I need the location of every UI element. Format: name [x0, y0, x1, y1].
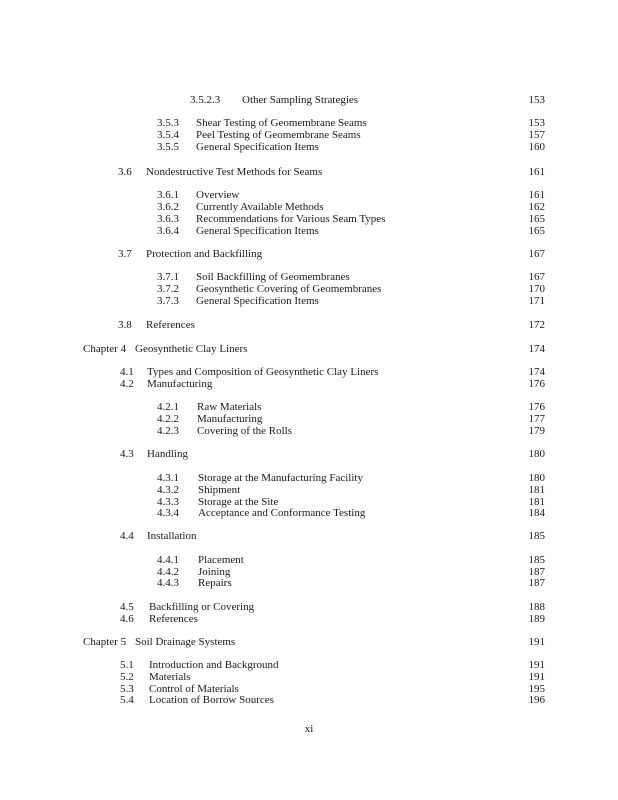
- toc-entry-title: Currently Available Methods: [196, 201, 324, 213]
- toc-entry-page: 161: [528, 189, 545, 201]
- toc-entry-title: Covering of the Rolls: [197, 425, 293, 437]
- toc-entry-number: 3.8: [118, 319, 132, 331]
- toc-entry-number: 3.5.3: [157, 117, 179, 129]
- toc-entry-number: 4.2.1: [157, 401, 179, 413]
- toc-entry-title: Soil Backfilling of Geomembranes: [196, 271, 350, 283]
- toc-entry-number: 5.1: [120, 659, 134, 671]
- toc-entry-page: 167: [528, 271, 545, 283]
- toc-entry: [190, 94, 545, 107]
- toc-entry-page: 180: [528, 448, 545, 460]
- toc-entry: [157, 577, 545, 590]
- toc-entry-title: Backfilling or Covering: [149, 601, 255, 613]
- toc-entry-title: Protection and Backfilling: [146, 248, 263, 260]
- toc-entry-page: 180: [528, 472, 545, 484]
- toc-entry-number: 4.4: [120, 530, 134, 542]
- toc-entry: [120, 694, 545, 707]
- toc-entry-number: 3.5.4: [157, 129, 179, 141]
- toc-entry-number: 4.1: [120, 366, 134, 378]
- toc-chapter-entry: [83, 636, 545, 649]
- toc-entry-page: 191: [528, 671, 545, 683]
- toc-entry-number: 3.6.2: [157, 201, 179, 213]
- toc-entry: [157, 225, 545, 238]
- toc-entry-page: 176: [528, 401, 545, 413]
- toc-entry-page: 195: [528, 683, 545, 695]
- toc-entry-title: Peel Testing of Geomembrane Seams: [196, 129, 361, 141]
- toc-entry-title: Nondestructive Test Methods for Seams: [146, 166, 323, 178]
- toc-entry: [120, 530, 545, 543]
- toc-entry: [157, 425, 545, 438]
- toc-entry-title: Handling: [147, 448, 188, 460]
- toc-entry-number: 3.7.2: [157, 283, 179, 295]
- toc-entry-title: Geosynthetic Covering of Geomembranes: [196, 283, 382, 295]
- toc-entry-page: 165: [528, 225, 545, 237]
- toc-entry-title: Joining: [198, 566, 231, 578]
- toc-entry-page: 165: [528, 213, 545, 225]
- toc-entry-page: 185: [528, 554, 545, 566]
- toc-entry: [157, 507, 545, 520]
- toc-entry-title: Location of Borrow Sources: [149, 694, 274, 706]
- toc-entry: [118, 248, 545, 261]
- toc-entry-title: General Specification Items: [196, 225, 319, 237]
- toc-entry-number: 5.2: [120, 671, 134, 683]
- toc-entry-page: 177: [528, 413, 545, 425]
- toc-entry-title: Introduction and Background: [149, 659, 279, 671]
- toc-entry-number: Chapter 4: [83, 343, 127, 355]
- toc-entry-number: 4.3.1: [157, 472, 179, 484]
- toc-entry-page: 174: [528, 366, 545, 378]
- toc-entry-title: Placement: [198, 554, 244, 566]
- toc-entry-page: 191: [528, 659, 545, 671]
- toc-entry-title: Overview: [196, 189, 240, 201]
- toc-entry: [118, 319, 545, 332]
- toc-entry-page: 184: [528, 507, 545, 519]
- toc-entry-number: 3.5.5: [157, 141, 179, 153]
- toc-entry-title: Raw Materials: [197, 401, 262, 413]
- toc-entry-page: 172: [528, 319, 545, 331]
- toc-entry-page: 189: [528, 613, 545, 625]
- toc-entry-number: 4.4.2: [157, 566, 179, 578]
- toc-entry-title: Recommendations for Various Seam Types: [196, 213, 386, 225]
- toc-entry-page: 153: [528, 117, 545, 129]
- toc-entry-title: Materials: [149, 671, 191, 683]
- toc-entry-title: Manufacturing: [197, 413, 263, 425]
- toc-entry-number: 4.3: [120, 448, 134, 460]
- toc-entry-number: 3.7.3: [157, 295, 179, 307]
- toc-entry-page: 191: [528, 636, 545, 648]
- toc-entry-number: 4.4.1: [157, 554, 179, 566]
- toc-entry-page: 160: [528, 141, 545, 153]
- toc-entry-page: 171: [528, 295, 545, 307]
- toc-entry-title: Shear Testing of Geomembrane Seams: [196, 117, 367, 129]
- toc-entry-page: 185: [528, 530, 545, 542]
- toc-entry: [118, 166, 545, 179]
- toc-entry-number: 3.6.4: [157, 225, 179, 237]
- toc-entry-page: 167: [528, 248, 545, 260]
- toc-entry-number: 4.6: [120, 613, 134, 625]
- toc-entry-number: 4.3.3: [157, 496, 179, 508]
- toc-entry: [120, 378, 545, 391]
- toc-entry-number: Chapter 5: [83, 636, 127, 648]
- toc-entry-page: 161: [528, 166, 545, 178]
- toc-entry-number: 3.7.1: [157, 271, 179, 283]
- toc-entry: [157, 141, 545, 154]
- toc-entry-title: Shipment: [198, 484, 241, 496]
- toc-entry-title: Geosynthetic Clay Liners: [135, 343, 248, 355]
- toc-entry-page: 187: [528, 577, 545, 589]
- toc-entry-title: Repairs: [198, 577, 232, 589]
- toc-entry-page: 181: [528, 496, 545, 508]
- toc-entry-page: 187: [528, 566, 545, 578]
- toc-entry-number: 5.4: [120, 694, 134, 706]
- toc-entry: [157, 295, 545, 308]
- toc-chapter-entry: [83, 343, 545, 356]
- toc-entry-title: General Specification Items: [196, 295, 319, 307]
- toc-entry-title: Manufacturing: [147, 378, 213, 390]
- toc-entry-number: 5.3: [120, 683, 134, 695]
- toc-entry-number: 4.3.2: [157, 484, 179, 496]
- toc-entry-page: 179: [528, 425, 545, 437]
- toc-entry-page: 196: [528, 694, 545, 706]
- toc-entry-number: 4.2.3: [157, 425, 179, 437]
- toc-entry-page: 157: [528, 129, 545, 141]
- toc-entry-number: 4.2: [120, 378, 134, 390]
- toc-entry-title: Types and Composition of Geosynthetic Clay Liners: [147, 366, 379, 378]
- toc-entry: [120, 448, 545, 461]
- toc-entry-title: References: [149, 613, 198, 625]
- toc-entry-title: Storage at the Site: [198, 496, 279, 508]
- toc-entry-page: 188: [528, 601, 545, 613]
- toc-entry-number: 4.5: [120, 601, 134, 613]
- toc-entry-page: 174: [528, 343, 545, 355]
- toc-entry: [120, 613, 545, 626]
- toc-entry-number: 3.6.1: [157, 189, 179, 201]
- toc-entry-number: 4.4.3: [157, 577, 179, 589]
- toc-entry-title: Soil Drainage Systems: [135, 636, 236, 648]
- page-number: xi: [304, 723, 314, 735]
- toc-entry-number: 4.3.4: [157, 507, 179, 519]
- toc-entry-page: 162: [528, 201, 545, 213]
- toc-entry-number: 4.2.2: [157, 413, 179, 425]
- toc-entry-page: 153: [528, 94, 545, 106]
- toc-entry-title: Acceptance and Conformance Testing: [198, 507, 366, 519]
- toc-entry-number: 3.6: [118, 166, 132, 178]
- toc-entry-page: 170: [528, 283, 545, 295]
- toc-entry-page: 176: [528, 378, 545, 390]
- toc-entry-title: Storage at the Manufacturing Facility: [198, 472, 363, 484]
- toc-entry-number: 3.7: [118, 248, 132, 260]
- toc-entry-number: 3.5.2.3: [190, 94, 221, 106]
- toc-entry-title: General Specification Items: [196, 141, 319, 153]
- toc-entry-page: 181: [528, 484, 545, 496]
- toc-entry-number: 3.6.3: [157, 213, 179, 225]
- toc-entry-title: Other Sampling Strategies: [242, 94, 359, 106]
- toc-entry-title: References: [146, 319, 195, 331]
- toc-entry-title: Control of Materials: [149, 683, 239, 695]
- toc-entry-title: Installation: [147, 530, 197, 542]
